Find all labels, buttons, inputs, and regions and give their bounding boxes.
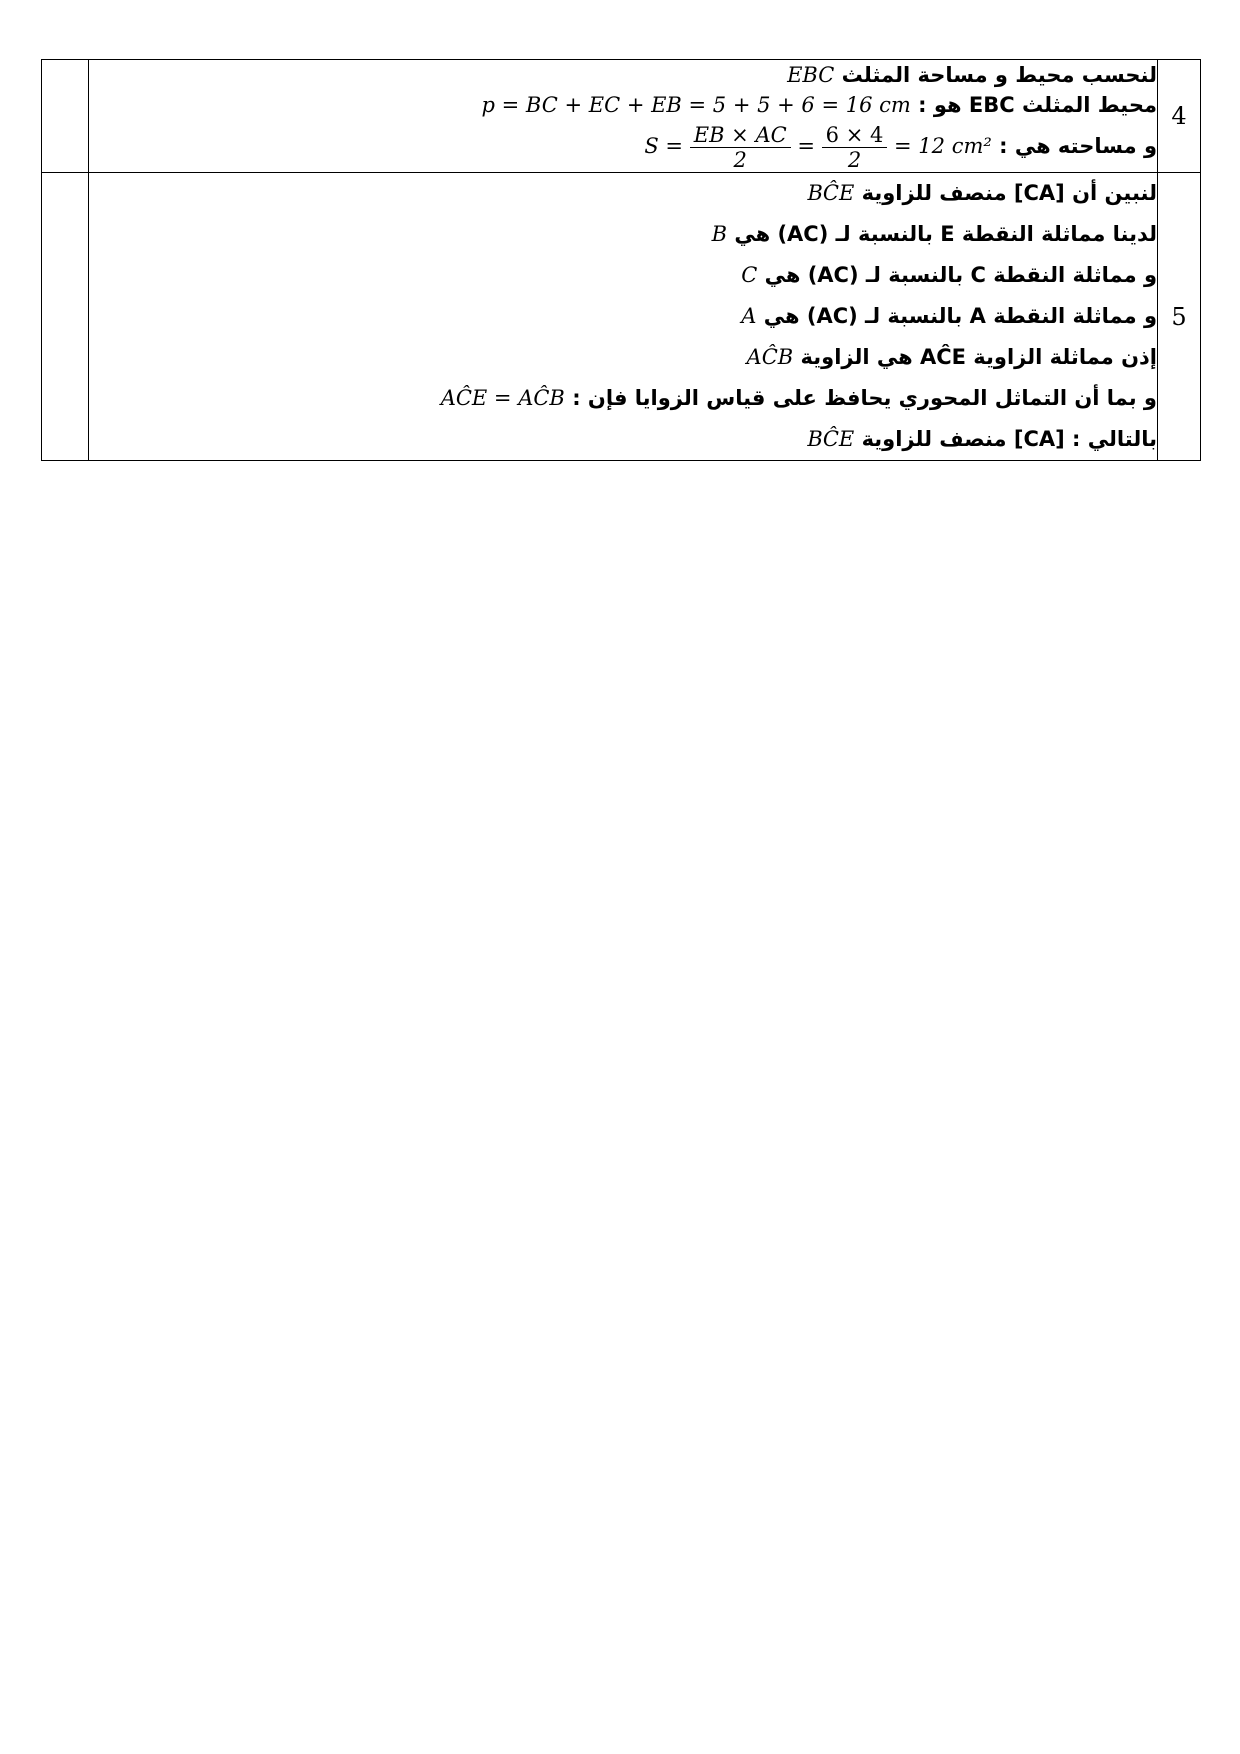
answer-line xyxy=(89,337,1157,378)
answer-text: و مماثلة النقطة C بالنسبة لـ (AC) هي xyxy=(764,263,1157,287)
answer-line xyxy=(89,173,1157,214)
math-expression: BĈE xyxy=(807,427,855,451)
fraction-denominator: 2 xyxy=(847,148,862,172)
math-expression: C xyxy=(741,263,758,287)
answer-text: لنحسب محيط و مساحة المثلث xyxy=(841,63,1157,87)
answer-text: لنبين أن [CA] منصف للزاوية xyxy=(861,181,1157,205)
answer-cell xyxy=(89,173,1158,461)
math-expression: AĈE = AĈB xyxy=(440,386,565,410)
score-cell xyxy=(42,60,89,173)
math-expression: p = BC + EC + EB = 5 + 5 + 6 = 16 cm xyxy=(481,93,911,117)
fraction-numerator: EB × AC xyxy=(690,123,791,148)
question-number: 4 xyxy=(1158,60,1201,173)
fraction xyxy=(690,123,791,172)
answer-text: و مساحته هي : xyxy=(999,134,1157,158)
answer-line xyxy=(89,60,1157,90)
math-expression: A xyxy=(741,304,757,328)
table-row xyxy=(42,173,1201,461)
answer-text: محيط المثلث EBC هو : xyxy=(918,93,1157,117)
fraction xyxy=(822,123,888,172)
answer-cell xyxy=(89,60,1158,173)
formula-lhs: S = xyxy=(644,134,684,158)
answer-line xyxy=(89,378,1157,419)
answer-text: و مماثلة النقطة A بالنسبة لـ (AC) هي xyxy=(763,304,1157,328)
answer-text: لدينا مماثلة النقطة E بالنسبة لـ (AC) هي xyxy=(734,222,1157,246)
equals-sign: = xyxy=(797,134,815,158)
math-expression: B xyxy=(711,222,728,246)
math-expression: BĈE xyxy=(807,181,855,205)
answer-line xyxy=(89,419,1157,460)
answer-line xyxy=(89,214,1157,255)
answer-line xyxy=(89,255,1157,296)
fraction-denominator: 2 xyxy=(733,148,747,172)
math-expression: EBC xyxy=(787,63,835,87)
answer-text: و بما أن التماثل المحوري يحافظ على قياس الزوايا فإن : xyxy=(572,386,1157,410)
answer-line xyxy=(89,120,1157,172)
answer-line xyxy=(89,296,1157,337)
question-number: 5 xyxy=(1158,173,1201,461)
math-expression: AĈB xyxy=(746,345,794,369)
fraction-numerator: 6 × 4 xyxy=(822,123,888,148)
answer-text: إذن مماثلة الزاوية AĈE هي الزاوية xyxy=(800,345,1157,369)
solution-table xyxy=(41,59,1201,461)
area-formula xyxy=(644,120,991,172)
answer-text: بالتالي : [CA] منصف للزاوية xyxy=(861,427,1157,451)
formula-result: = 12 cm² xyxy=(894,134,992,158)
answer-line xyxy=(89,90,1157,120)
score-cell xyxy=(42,173,89,461)
table-row xyxy=(42,60,1201,173)
